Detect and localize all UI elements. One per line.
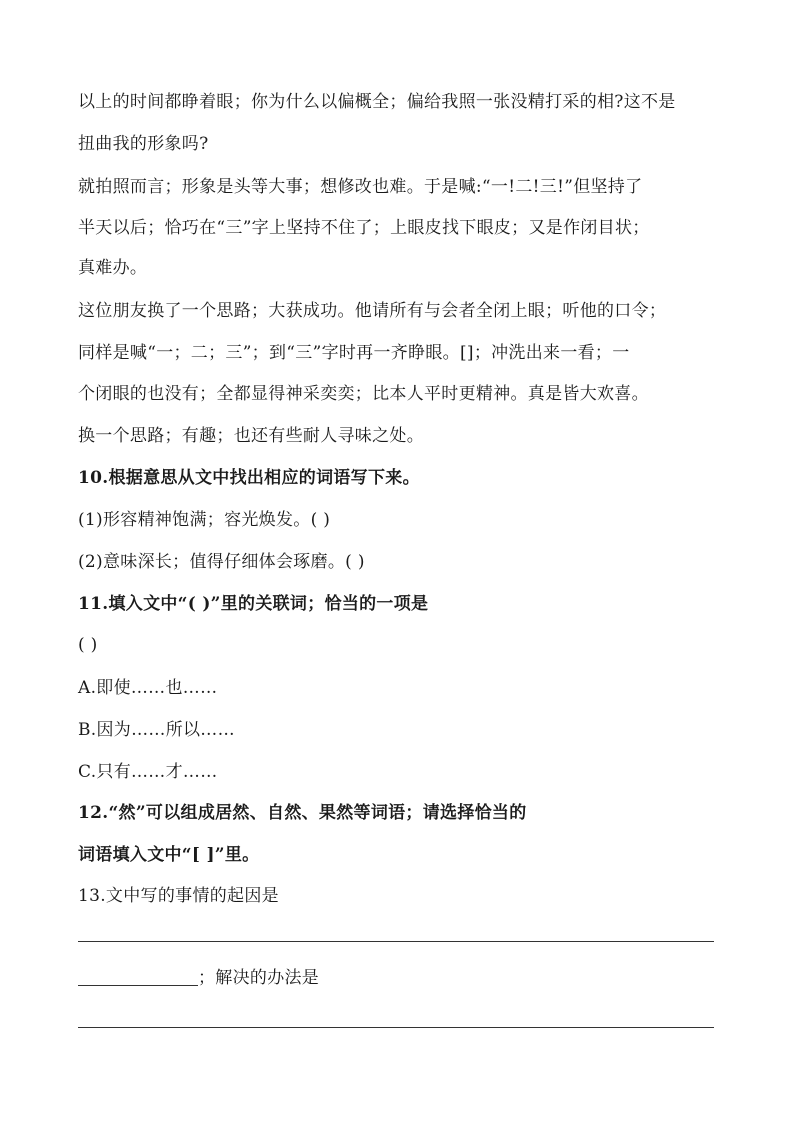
question-13-title: 13.文中写的事情的起因是 bbox=[78, 886, 279, 906]
passage-line-5: 真难办。 bbox=[78, 258, 148, 278]
passage-line-6: 这位朋友换了一个思路；大获成功。他请所有与会者全闭上眼；听他的口令； bbox=[78, 301, 667, 321]
passage-line-8: 个闭眼的也没有；全都显得神采奕奕；比本人平时更精神。真是皆大欢喜。 bbox=[78, 384, 649, 404]
passage-line-4: 半天以后；恰巧在“三”字上坚持不住了；上眼皮找下眼皮；又是作闭目状； bbox=[78, 218, 650, 238]
question-12-title-line-1: 12.“然”可以组成居然、自然、果然等词语；请选择恰当的 bbox=[78, 803, 527, 823]
question-11-option-a: A.即使……也…… bbox=[78, 678, 218, 698]
question-10-item-1: (1)形容精神饱满；容光焕发。( ) bbox=[78, 510, 331, 530]
question-10-title: 10.根据意思从文中找出相应的词语写下来。 bbox=[78, 468, 420, 488]
question-10-item-2: (2)意味深长；值得仔细体会琢磨。( ) bbox=[78, 552, 365, 572]
question-11-option-b: B.因为……所以…… bbox=[78, 720, 235, 740]
question-11-answer-bracket: ( ) bbox=[78, 635, 98, 655]
question-13-solution-blank bbox=[78, 1027, 714, 1028]
passage-line-2: 扭曲我的形象吗? bbox=[78, 134, 209, 154]
passage-line-9: 换一个思路；有趣；也还有些耐人寻味之处。 bbox=[78, 426, 424, 446]
question-13-solution-line bbox=[78, 966, 319, 990]
passage-line-1: 以上的时间都睁着眼；你为什么以偏概全；偏给我照一张没精打采的相?这不是 bbox=[78, 92, 676, 112]
question-13-cause-blank-end bbox=[78, 967, 198, 986]
passage-line-7: 同样是喊“一；二；三”；到“三”字时再一齐睁眼。[]；冲洗出来一看；一 bbox=[78, 343, 630, 363]
question-13-solution-label: ；解决的办法是 bbox=[198, 968, 320, 988]
question-12-title-line-2: 词语填入文中“[ ]”里。 bbox=[78, 845, 260, 865]
question-11-title: 11.填入文中“( )”里的关联词；恰当的一项是 bbox=[78, 594, 429, 614]
passage-line-3: 就拍照而言；形象是头等大事；想修改也难。于是喊:“一!二!三!”但坚持了 bbox=[78, 177, 643, 197]
question-11-option-c: C.只有……才…… bbox=[78, 762, 218, 782]
question-13-cause-blank bbox=[78, 941, 714, 942]
